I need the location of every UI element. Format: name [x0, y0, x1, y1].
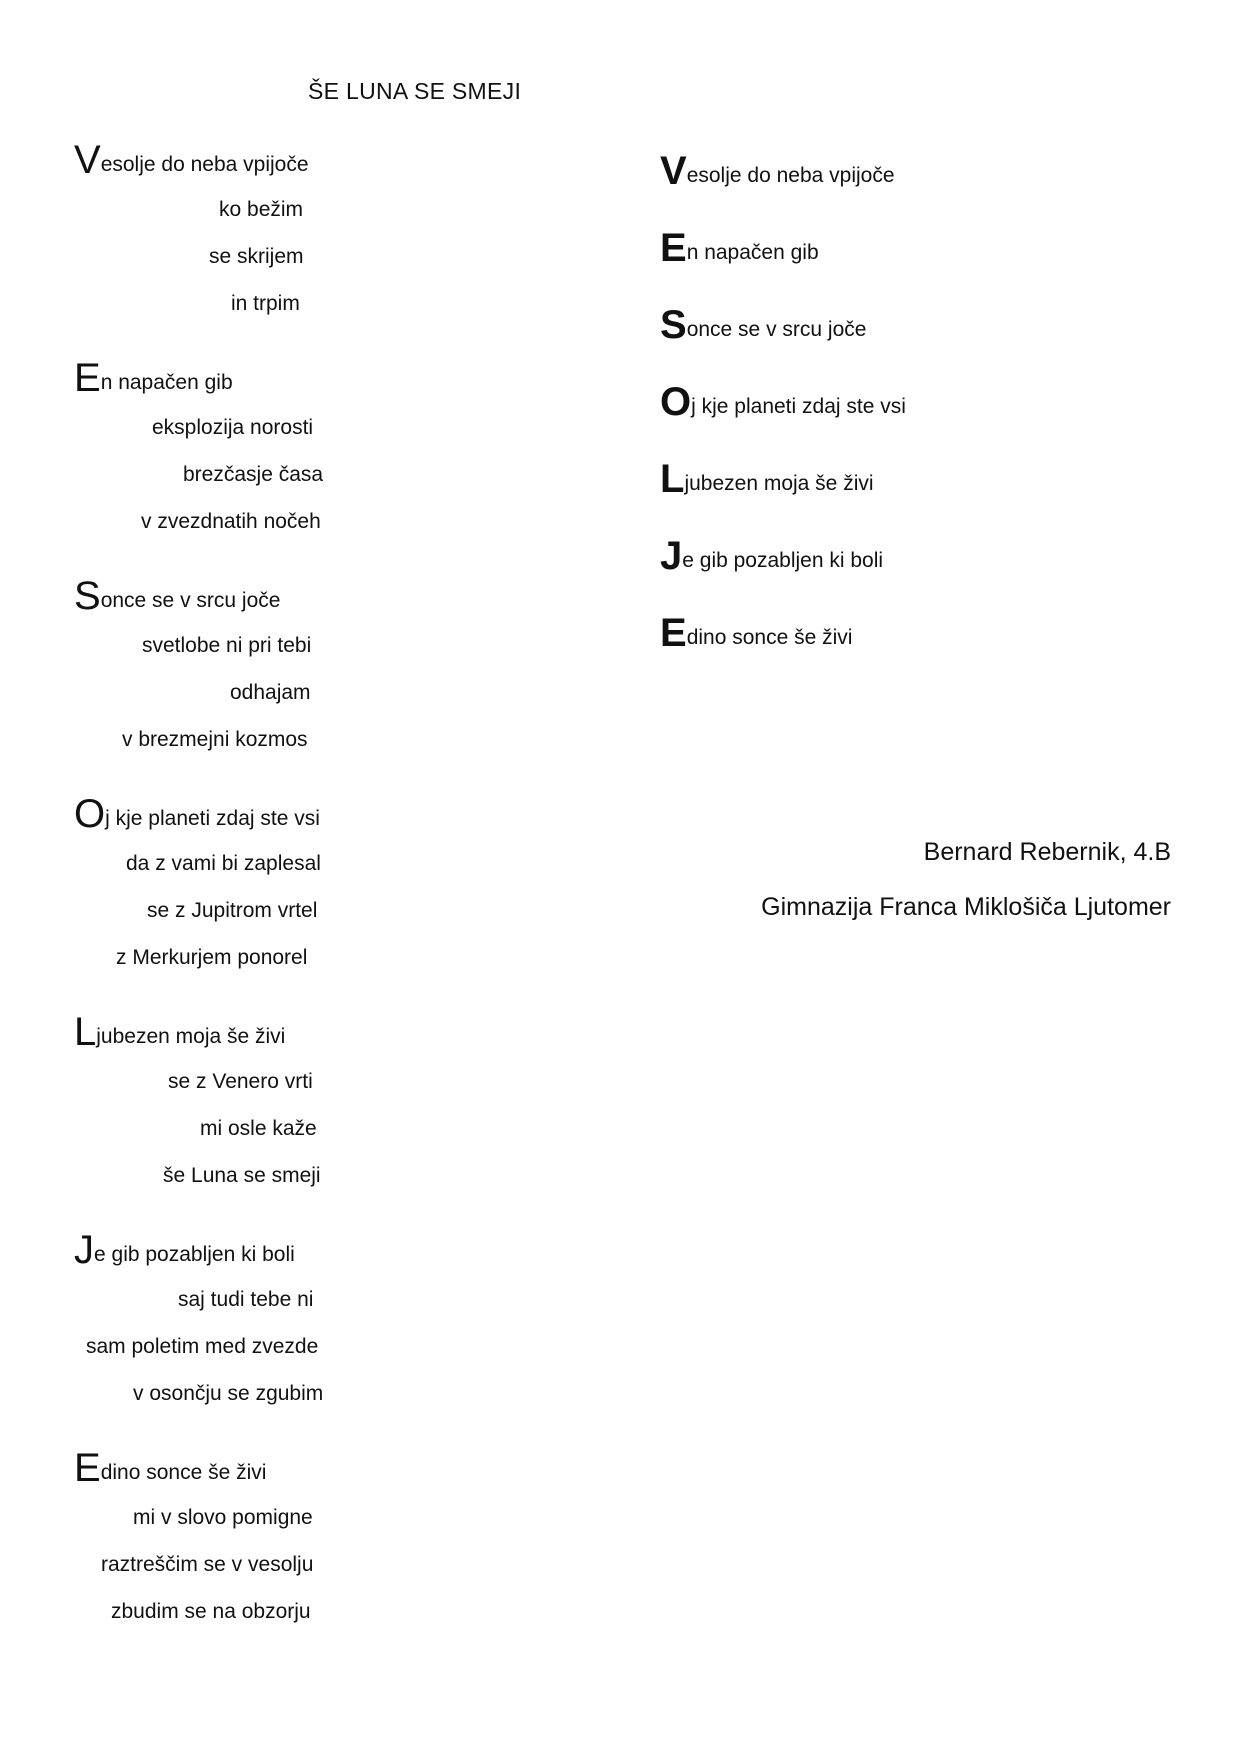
stanza-head-line — [74, 1230, 374, 1276]
verse-line — [74, 1370, 374, 1417]
acrostic-line — [660, 535, 1080, 612]
verse-line-text: zbudim se na obzorju — [111, 1600, 311, 1623]
acrostic-line — [660, 150, 1080, 227]
stanza-head-rest: once se v srcu joče — [100, 589, 281, 612]
stanza-initial: S — [74, 574, 101, 618]
verse-line — [74, 887, 374, 934]
stanza-initial: E — [74, 1446, 101, 1490]
verse-line-text: odhajam — [230, 681, 311, 704]
acrostic-initial: J — [660, 534, 683, 578]
verse-line-text: se z Jupitrom vrtel — [147, 899, 318, 922]
acrostic-initial: E — [660, 611, 687, 655]
acrostic-rest: n napačen gib — [686, 241, 819, 264]
verse-line-text: se z Venero vrti — [168, 1070, 313, 1093]
stanza — [74, 358, 374, 545]
verse-line — [74, 1494, 374, 1541]
stanza-initial: E — [74, 356, 101, 400]
stanza-head-line — [74, 358, 374, 404]
verse-line — [74, 451, 374, 498]
stanza-initial: J — [74, 1228, 94, 1272]
verse-line-text: svetlobe ni pri tebi — [142, 634, 312, 657]
acrostic-rest: esolje do neba vpijoče — [686, 164, 895, 187]
stanza-head-rest: esolje do neba vpijoče — [100, 153, 309, 176]
stanza-head-line — [74, 1448, 374, 1494]
verse-line-text: z Merkurjem ponorel — [116, 946, 308, 969]
verse-line-text: raztreščim se v vesolju — [101, 1553, 314, 1576]
verse-line-text: v zvezdnatih nočeh — [141, 510, 321, 533]
verse-line-text: v osončju se zgubim — [133, 1382, 324, 1405]
verse-line — [74, 1152, 374, 1199]
verse-line — [74, 1541, 374, 1588]
verse-line — [74, 498, 374, 545]
stanza — [74, 1230, 374, 1417]
acrostic-initial: L — [660, 457, 685, 501]
acrostic-line — [660, 227, 1080, 304]
verse-line-text: brezčasje časa — [183, 463, 324, 486]
verse-line-text: mi osle kaže — [200, 1117, 317, 1140]
verse-line — [74, 716, 374, 763]
stanza-head-rest: jubezen moja še živi — [96, 1025, 286, 1048]
acrostic-initial: O — [660, 380, 692, 424]
school-name: Gimnazija Franca Miklošiča Ljutomer — [761, 893, 1171, 921]
acrostic-line — [660, 304, 1080, 381]
acrostic-rest: jubezen moja še živi — [684, 472, 874, 495]
poem-title: ŠE LUNA SE SMEJI — [308, 78, 522, 104]
stanza-head-line — [74, 794, 374, 840]
stanza — [74, 140, 374, 327]
verse-line — [74, 280, 374, 327]
verse-line-text: sam poletim med zvezde — [86, 1335, 319, 1358]
verse-line — [74, 404, 374, 451]
stanza — [74, 1448, 374, 1635]
stanza-head-line — [74, 1012, 374, 1058]
verse-line — [74, 934, 374, 981]
stanza-head-rest: j kje planeti zdaj ste vsi — [105, 807, 320, 830]
acrostic-rest: e gib pozabljen ki boli — [682, 549, 884, 572]
stanza-initial: V — [74, 138, 101, 182]
verse-line-text: mi v slovo pomigne — [133, 1506, 313, 1529]
signature-block — [761, 825, 1171, 935]
acrostic-column — [660, 150, 1080, 689]
acrostic-line — [660, 381, 1080, 458]
verse-line — [74, 669, 374, 716]
verse-line-text: v brezmejni kozmos — [122, 728, 308, 751]
stanza-head-rest: dino sonce še živi — [100, 1461, 267, 1484]
verse-line-text: se skrijem — [209, 245, 304, 268]
acrostic-line — [660, 612, 1080, 689]
stanza-head-line — [74, 140, 374, 186]
verse-line-text: ko bežim — [219, 198, 304, 221]
verse-line-text: eksplozija norosti — [152, 416, 314, 439]
verse-line — [74, 233, 374, 280]
stanza — [74, 1012, 374, 1199]
verse-line — [74, 1276, 374, 1323]
verse-line — [74, 1588, 374, 1635]
stanza-head-rest: e gib pozabljen ki boli — [94, 1243, 295, 1266]
verse-line-text: saj tudi tebe ni — [178, 1288, 314, 1311]
verse-line — [74, 840, 374, 887]
acrostic-initial: V — [660, 149, 687, 193]
verse-line-text: in trpim — [231, 292, 300, 315]
verse-line — [74, 1323, 374, 1370]
author-name: Bernard Rebernik, 4.B — [923, 838, 1171, 866]
acrostic-initial: E — [660, 226, 687, 270]
stanza — [74, 794, 374, 981]
acrostic-initial: S — [660, 303, 687, 347]
acrostic-rest: j kje planeti zdaj ste vsi — [691, 395, 906, 418]
verse-line — [74, 1058, 374, 1105]
stanza — [74, 576, 374, 763]
verse-line — [74, 1105, 374, 1152]
acrostic-rest: once se v srcu joče — [686, 318, 867, 341]
acrostic-rest: dino sonce še živi — [686, 626, 853, 649]
acrostic-line — [660, 458, 1080, 535]
stanza-head-rest: n napačen gib — [100, 371, 233, 394]
stanza-initial: L — [74, 1010, 97, 1054]
stanza-head-line — [74, 576, 374, 622]
verse-line — [74, 186, 374, 233]
stanza-initial: O — [74, 792, 106, 836]
verse-line-text: še Luna se smeji — [163, 1164, 321, 1187]
verse-line-text: da z vami bi zaplesal — [126, 852, 321, 875]
verse-line — [74, 622, 374, 669]
